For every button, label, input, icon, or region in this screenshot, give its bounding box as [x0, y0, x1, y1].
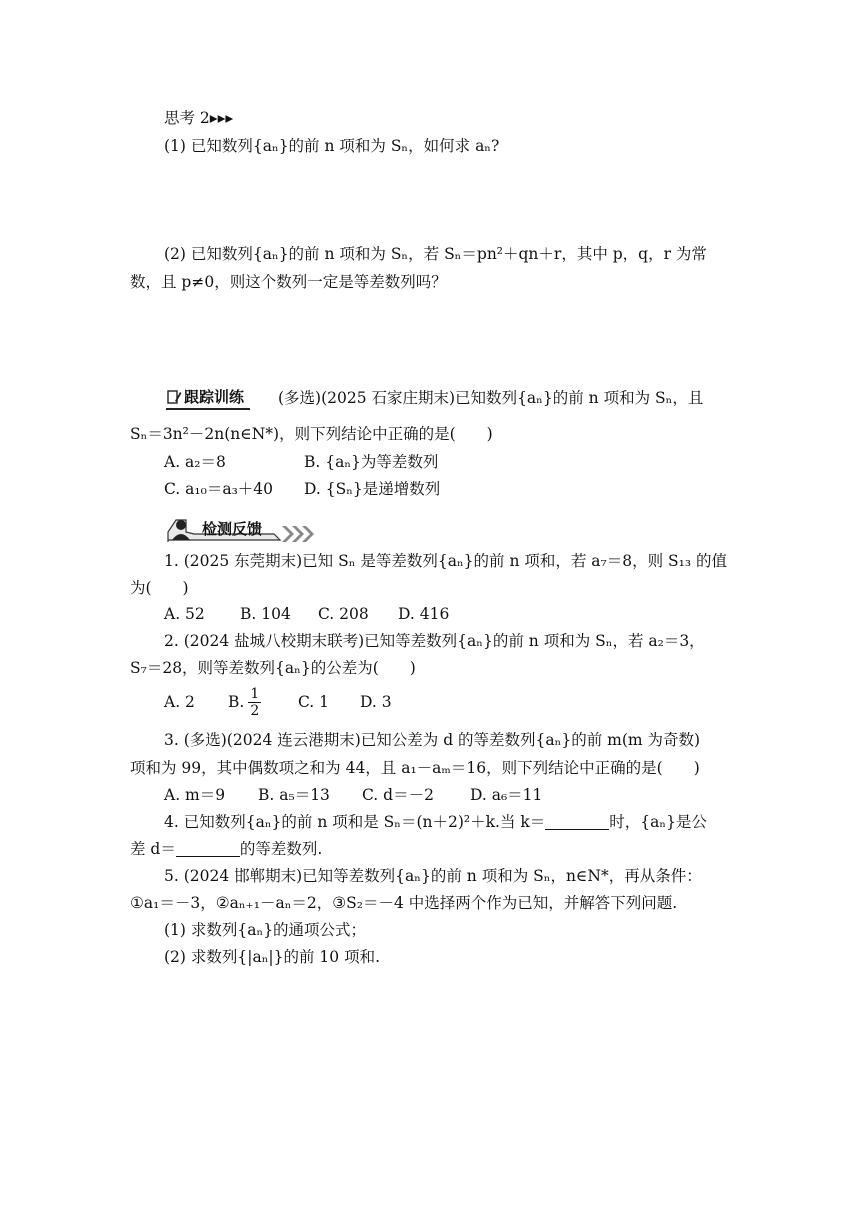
answer-blank-k[interactable] [545, 813, 609, 830]
section-title: 思考 2▸▸▸ [164, 109, 234, 127]
problem-2-line-2: S₇＝28，则等差数列{aₙ}的公差为( ) [130, 659, 416, 677]
problem-2-option-d: D. 3 [360, 693, 392, 711]
fraction-denominator: 2 [250, 702, 260, 719]
problem-4-text-a: 4. 已知数列{aₙ}的前 n 项和是 Sₙ＝(n＋2)²＋k.当 k＝ [164, 813, 546, 831]
problem-5-sub-1: (1) 求数列{aₙ}的通项公式； [164, 921, 367, 939]
problem-4-text-d: 的等差数列. [239, 840, 323, 858]
problem-4-text-c: 差 d＝ [130, 840, 176, 858]
problem-4-text-b: 时，{aₙ}是公 [609, 813, 707, 831]
problem-5-line-1: 5. (2024 邯郸期末)已知等差数列{aₙ}的前 n 项和为 Sₙ，n∈N*，再从条件： [164, 867, 702, 885]
tracking-option-d: D. {Sₙ}是递增数列 [304, 480, 441, 498]
fraction-numerator: 1 [250, 685, 260, 702]
problem-1-line-1: 1. (2025 东莞期末)已知 Sₙ 是等差数列{aₙ}的前 n 项和，若 a₇＝8，则 S₁₃ 的值 [164, 552, 728, 570]
pencil-icon [166, 389, 182, 405]
problem-2-option-b-label: B. [228, 693, 245, 711]
feedback-banner [164, 514, 320, 544]
tracking-line-1: (多选)(2025 石家庄期末)已知数列{aₙ}的前 n 项和为 Sₙ，且 [278, 389, 704, 407]
tracking-option-b: B. {aₙ}为等差数列 [304, 453, 439, 471]
problem-3-option-d: D. a₆＝11 [470, 786, 543, 804]
problem-3-option-b: B. a₅＝13 [258, 786, 330, 804]
question-2-line-1: (2) 已知数列{aₙ}的前 n 项和为 Sₙ，若 Sₙ＝pn²＋qn＋r，其中 p，q，r 为常 [164, 245, 707, 263]
fraction [248, 686, 261, 719]
tracking-option-a: A. a₂＝8 [164, 453, 226, 471]
tracking-option-c: C. a₁₀＝a₃＋40 [164, 480, 274, 498]
question-1: (1) 已知数列{aₙ}的前 n 项和为 Sₙ，如何求 aₙ? [164, 137, 500, 155]
problem-4-line-1 [164, 810, 764, 834]
feedback-label: 检测反馈 [202, 520, 263, 538]
problem-1-option-b: B. 104 [240, 605, 291, 623]
tracking-line-2: Sₙ＝3n²－2n(n∈N*)，则下列结论中正确的是( ) [130, 425, 493, 443]
problem-3-option-c: C. d＝－2 [362, 786, 434, 804]
problem-2-option-b [228, 680, 265, 724]
problem-1-option-d: D. 416 [398, 605, 450, 623]
tracking-label: 跟踪训练 [184, 388, 245, 406]
tracking-label-box [166, 386, 250, 410]
problem-1-line-2: 为( ) [130, 579, 189, 597]
problem-2-option-a: A. 2 [164, 693, 195, 711]
problem-2-option-c: C. 1 [298, 693, 330, 711]
problem-2-line-1: 2. (2024 盐城八校期末联考)已知等差数列{aₙ}的前 n 项和为 Sₙ，若 a₂＝3， [164, 632, 705, 650]
problem-3-option-a: A. m＝9 [164, 786, 226, 804]
problem-1-option-a: A. 52 [164, 605, 205, 623]
problem-5-sub-2: (2) 求数列{|aₙ|}的前 10 项和. [164, 948, 381, 966]
problem-3-line-2: 项和为 99，其中偶数项之和为 44，且 a₁－aₘ＝16，则下列结论中正确的是( ) [130, 759, 700, 777]
question-2-line-2: 数，且 p≠0，则这个数列一定是等差数列吗？ [130, 273, 447, 291]
problem-5-line-2: ①a₁＝－3，②aₙ₊₁－aₙ＝2，③S₂＝－4 中选择两个作为已知，并解答下列问题. [130, 894, 678, 912]
problem-1-option-c: C. 208 [318, 605, 369, 623]
tracking-header [166, 384, 250, 412]
problem-3-line-1: 3. (多选)(2024 连云港期末)已知公差为 d 的等差数列{aₙ}的前 m(m 为奇数) [164, 731, 701, 749]
answer-blank-d[interactable] [176, 840, 240, 857]
problem-4-line-2 [130, 837, 730, 861]
